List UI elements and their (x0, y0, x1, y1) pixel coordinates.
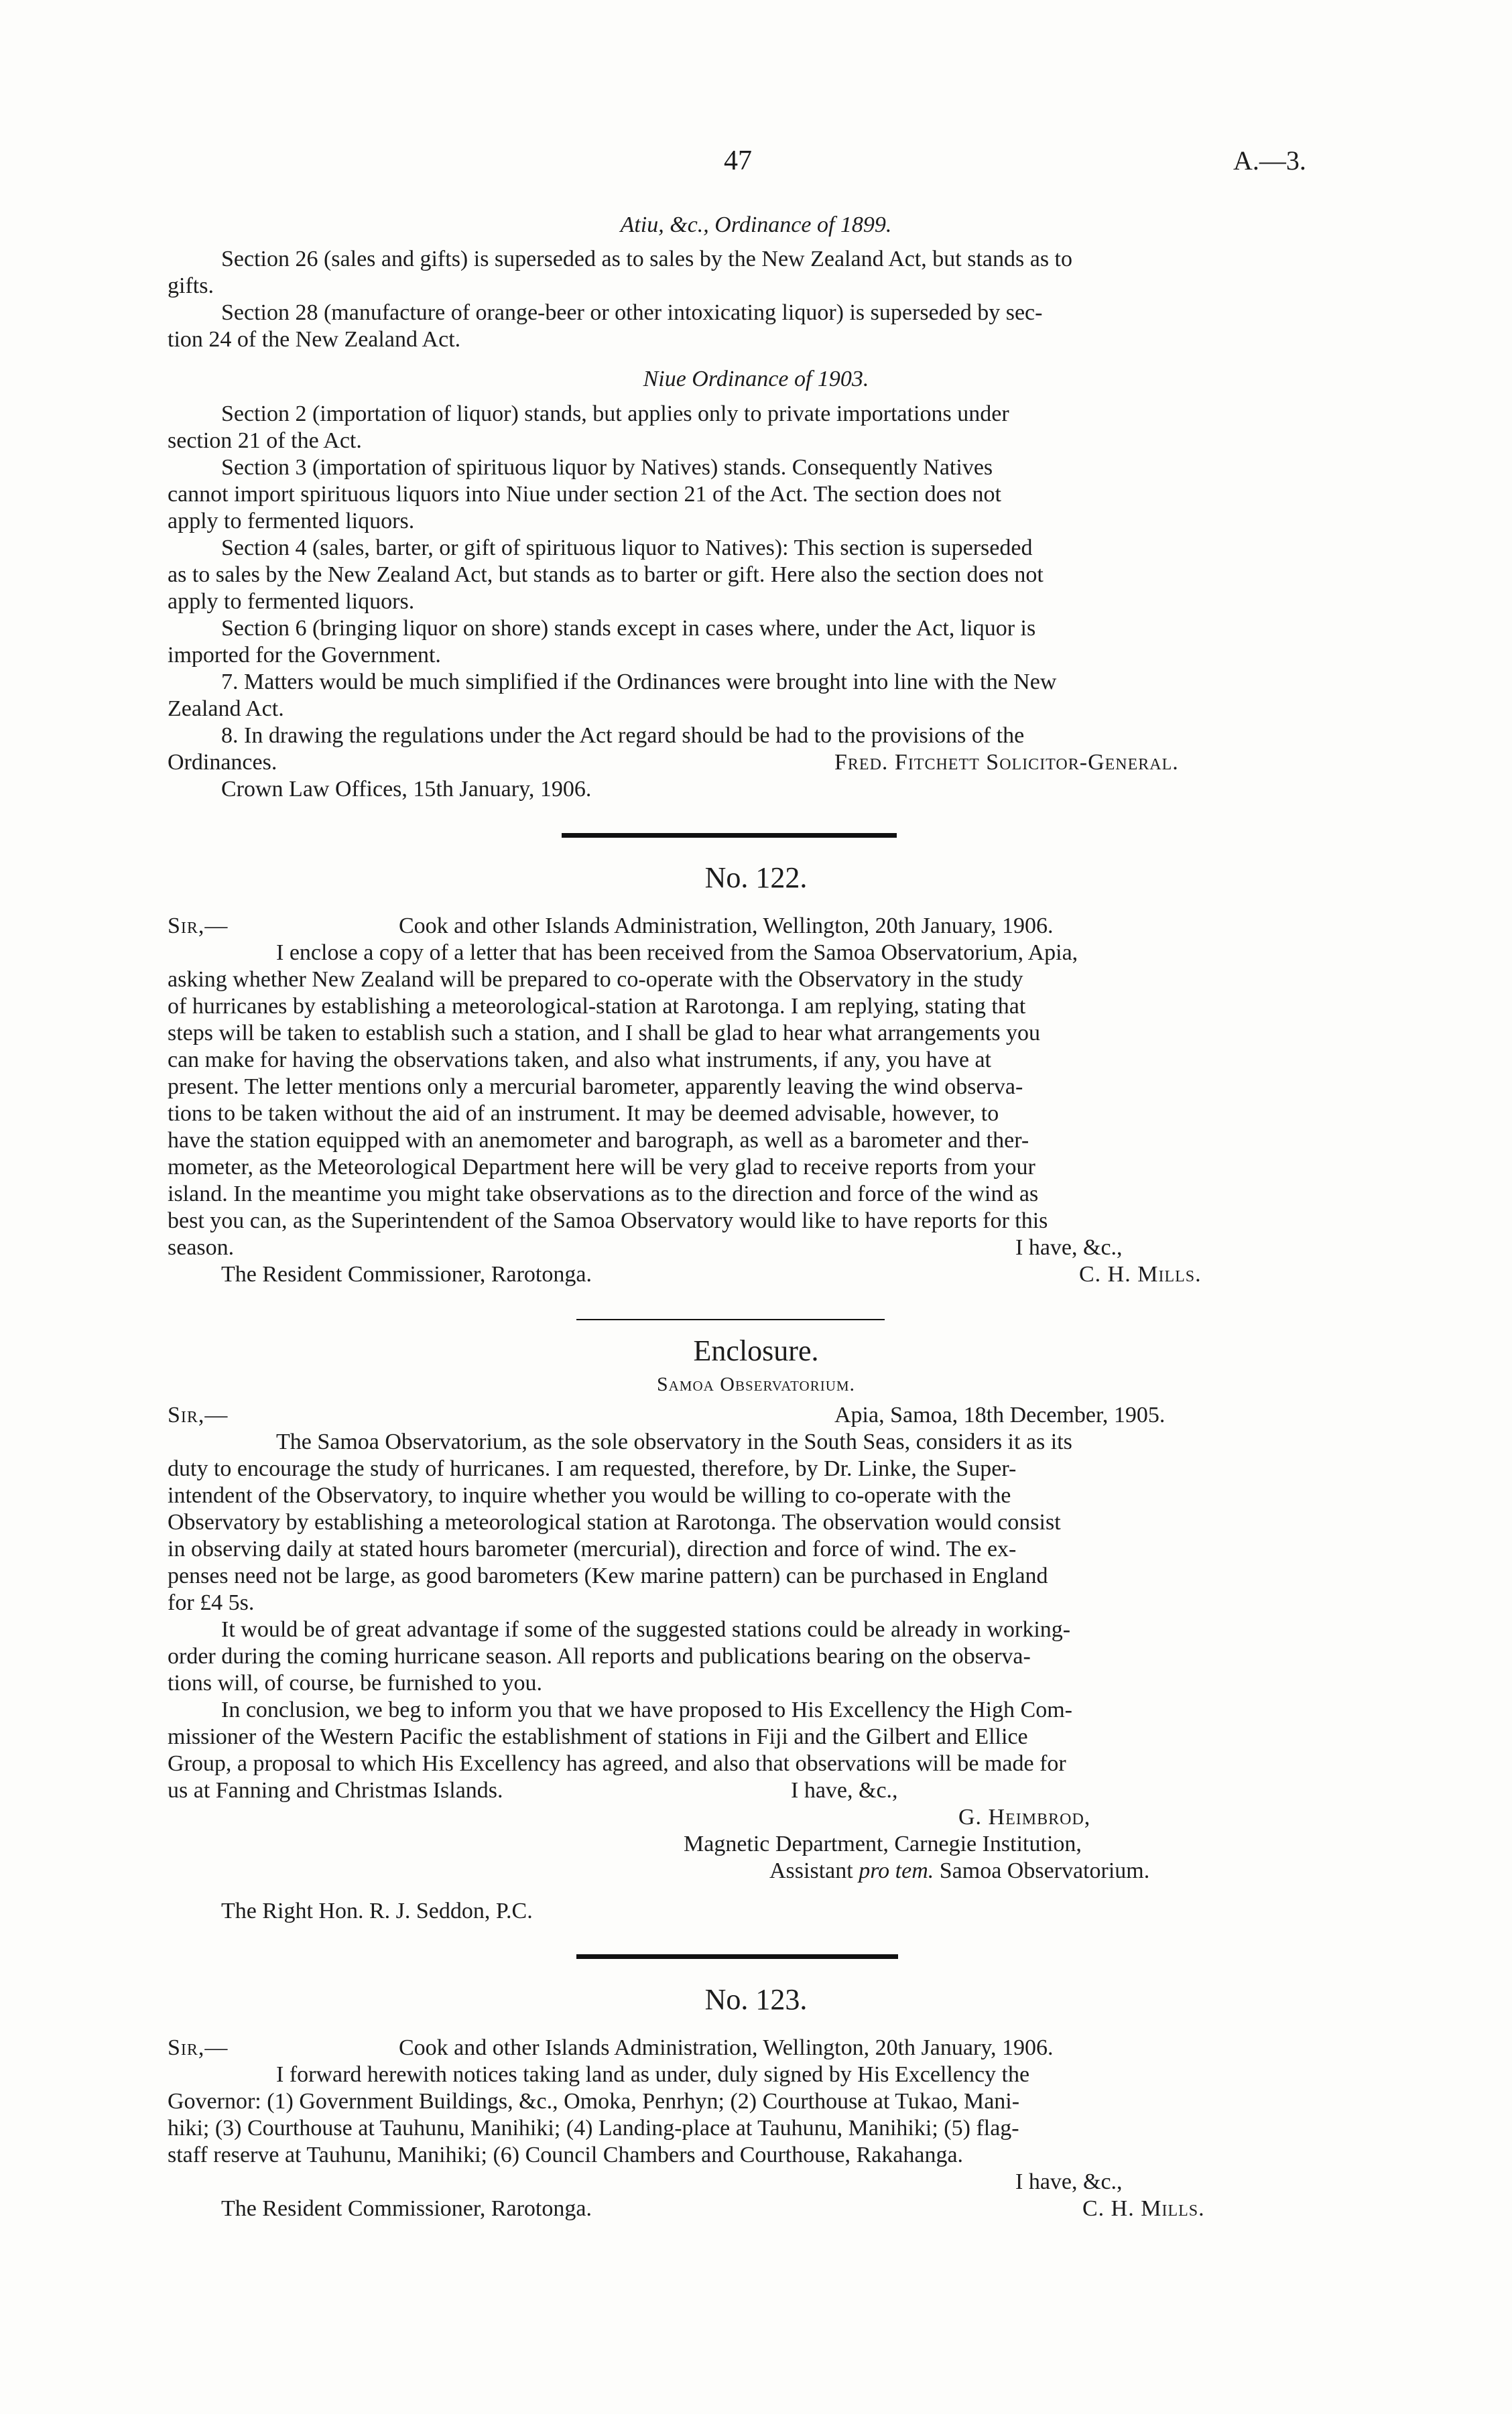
letter-122-signer: C. H. Mills. (1079, 1262, 1202, 1287)
enclosure-signer: G. Heimbrod, (958, 1805, 1091, 1830)
niue-para-4: Section 6 (bringing liquor on shore) stands except in cases where, under the Act, liquor is (221, 616, 1036, 641)
niue-para-3-cont: as to sales by the New Zealand Act, but stands as to barter or gift. Here also the section does not (168, 562, 1044, 587)
enclosure-line: In conclusion, we beg to inform you that we have proposed to His Excellency the High Com- (221, 1698, 1072, 1722)
letter-123-line: Governor: (1) Government Buildings, &c., Omoka, Penrhyn; (2) Courthouse at Tukao, Mani- (168, 2089, 1020, 2114)
letter-123-signer: C. H. Mills. (1082, 2196, 1205, 2221)
letter-122-line: present. The letter mentions only a mercurial barometer, apparently leaving the wind observa- (168, 1074, 1023, 1099)
enclosure-addressee: The Right Hon. R. J. Seddon, P.C. (221, 1899, 533, 1923)
thin-divider (576, 1319, 885, 1320)
letter-122-line: have the station equipped with an anemometer and barograph, as well as a barometer and ther- (168, 1128, 1029, 1153)
niue-para-6-cont: Ordinances. (168, 750, 277, 775)
letter-122-line: best you can, as the Superintendent of the Samoa Observatory would like to have reports for this (168, 1208, 1048, 1233)
letter-122-title: No. 122. (704, 861, 808, 894)
enclosure-line: penses need not be large, as good barometers (Kew marine pattern) can be purchased in England (168, 1564, 1048, 1588)
enclosure-closing: I have, &c., (791, 1778, 898, 1803)
atiu-para-2-cont: tion 24 of the New Zealand Act. (168, 327, 461, 352)
enclosure-salutation: Sir,— (168, 1403, 229, 1427)
letter-122-line: island. In the meantime you might take observations as to the direction and force of the wind as (168, 1182, 1039, 1206)
enclosure-line: order during the coming hurricane season. All reports and publications bearing on the observa- (168, 1644, 1031, 1669)
niue-heading: Niue Ordinance of 1903. (643, 367, 869, 391)
enclosure-dateline: Apia, Samoa, 18th December, 1905. (834, 1403, 1166, 1427)
letter-123-line: I forward herewith notices taking land as under, duly signed by His Excellency the (276, 2062, 1030, 2087)
enclosure-line: The Samoa Observatorium, as the sole observatory in the South Seas, considers it as its (276, 1430, 1072, 1454)
enclosure-line: missioner of the Western Pacific the establishment of stations in Fiji and the Gilbert and Ellice (168, 1724, 1028, 1749)
niue-para-2-cont: cannot import spirituous liquors into Niue under section 21 of the Act. The section does not (168, 482, 1001, 507)
crown-law-dateline: Crown Law Offices, 15th January, 1906. (221, 777, 592, 802)
signer-title-text: Assistant (769, 1858, 853, 1883)
enclosure-line: for £4 5s. (168, 1590, 255, 1615)
enclosure-line: duty to encourage the study of hurricanes. I am requested, therefore, by Dr. Linke, the Super- (168, 1456, 1017, 1481)
niue-para-4-cont: imported for the Government. (168, 643, 441, 668)
letter-122-dateline: Cook and other Islands Administration, Wellington, 20th January, 1906. (399, 913, 1054, 938)
signer-title-italic: pro tem. (859, 1858, 934, 1883)
niue-para-3: Section 4 (sales, barter, or gift of spirituous liquor to Natives): This section is superseded (221, 535, 1033, 560)
enclosure-line: It would be of great advantage if some of the suggested stations could be already in working- (221, 1617, 1071, 1642)
section-divider (562, 833, 897, 838)
letter-123-salutation: Sir,— (168, 2035, 229, 2060)
niue-para-5-cont: Zealand Act. (168, 696, 284, 721)
letter-123-line: hiki; (3) Courthouse at Tauhunu, Manihiki; (4) Landing-place at Tauhunu, Manihiki; (5) flag- (168, 2116, 1019, 2141)
enclosure-subtitle: Samoa Observatorium. (656, 1373, 856, 1395)
letter-123-closing: I have, &c., (1015, 2169, 1123, 2194)
signer-title-org: Samoa Observatorium. (939, 1858, 1150, 1883)
atiu-heading: Atiu, &c., Ordinance of 1899. (620, 212, 892, 237)
letter-122-line: season. (168, 1235, 235, 1260)
page-number: 47 (724, 145, 752, 176)
enclosure-line: intendent of the Observatory, to inquire whether you would be willing to co-operate with the (168, 1483, 1011, 1508)
enclosure-line: Group, a proposal to which His Excellency has agreed, and also that observations will be made for (168, 1751, 1066, 1776)
niue-para-1: Section 2 (importation of liquor) stands, but applies only to private importations under (221, 401, 1009, 426)
enclosure-line: in observing daily at stated hours barometer (mercurial), direction and force of wind. The ex- (168, 1537, 1017, 1562)
solicitor-signature: Fred. Fitchett Solicitor-General. (834, 750, 1179, 775)
atiu-para-2: Section 28 (manufacture of orange-beer or other intoxicating liquor) is superseded by sec- (221, 300, 1043, 325)
niue-para-6: 8. In drawing the regulations under the Act regard should be had to the provisions of the (221, 723, 1025, 748)
niue-para-3-end: apply to fermented liquors. (168, 589, 415, 614)
letter-122-line: can make for having the observations taken, and also what instruments, if any, you have at (168, 1047, 991, 1072)
niue-para-2-end: apply to fermented liquors. (168, 509, 415, 533)
enclosure-title: Enclosure. (693, 1334, 819, 1367)
enclosure-line: Observatory by establishing a meteorological station at Rarotonga. The observation would consist (168, 1510, 1061, 1535)
letter-123-dateline: Cook and other Islands Administration, Wellington, 20th January, 1906. (399, 2035, 1054, 2060)
niue-para-1-cont: section 21 of the Act. (168, 428, 362, 453)
letter-122-line: asking whether New Zealand will be prepared to co-operate with the Observatory in the study (168, 967, 1023, 992)
letter-122-closing: I have, &c., (1015, 1235, 1123, 1260)
document-reference: A.—3. (1233, 145, 1306, 176)
letter-122-line: tions to be taken without the aid of an instrument. It may be deemed advisable, however, to (168, 1101, 999, 1126)
section-divider (576, 1954, 898, 1959)
letter-122-line: of hurricanes by establishing a meteorological-station at Rarotonga. I am replying, stating that (168, 994, 1026, 1019)
enclosure-line: us at Fanning and Christmas Islands. (168, 1778, 503, 1803)
niue-para-5: 7. Matters would be much simplified if the Ordinances were brought into line with the New (221, 670, 1057, 694)
niue-para-2: Section 3 (importation of spirituous liquor by Natives) stands. Consequently Natives (221, 455, 993, 480)
letter-122-line: steps will be taken to establish such a station, and I shall be glad to hear what arrangements you (168, 1021, 1041, 1045)
letter-123-line: staff reserve at Tauhunu, Manihiki; (6) Council Chambers and Courthouse, Rakahanga. (168, 2143, 964, 2167)
letter-122-addressee: The Resident Commissioner, Rarotonga. (221, 1262, 592, 1287)
enclosure-line: tions will, of course, be furnished to you. (168, 1671, 543, 1696)
atiu-para-1-cont: gifts. (168, 273, 214, 298)
letter-122-line: mometer, as the Meteorological Department here will be very glad to receive reports from your (168, 1155, 1035, 1180)
letter-123-title: No. 123. (704, 1983, 808, 2016)
letter-122-line: I enclose a copy of a letter that has been received from the Samoa Observatorium, Apia, (276, 940, 1078, 965)
letter-123-addressee: The Resident Commissioner, Rarotonga. (221, 2196, 592, 2221)
enclosure-signer-title (769, 1858, 1149, 1885)
letter-122-salutation: Sir,— (168, 913, 229, 938)
atiu-para-1: Section 26 (sales and gifts) is superseded as to sales by the New Zealand Act, but stands as to (221, 247, 1073, 271)
enclosure-signer-affiliation: Magnetic Department, Carnegie Institution, (684, 1832, 1082, 1856)
